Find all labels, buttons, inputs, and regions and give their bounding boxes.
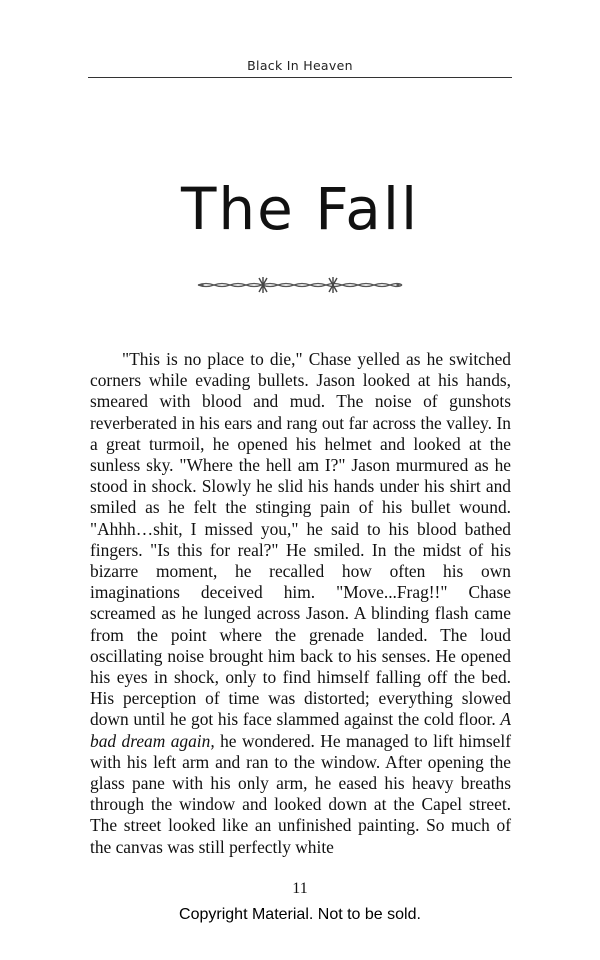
copyright-notice: Copyright Material. Not to be sold. <box>179 906 421 923</box>
chapter-body <box>90 349 511 858</box>
chapter-title: The Fall <box>180 175 420 243</box>
page-number: 11 <box>292 880 308 897</box>
running-header: Black In Heaven <box>247 58 353 73</box>
body-text-part-2: he wondered. He managed to lift himself with his left arm and ran to the window. After opening the glass pane with his only arm, he eased his heavy breaths through the window and looked down at the Capel street. The street looked like an unfinished painting. So much of the canvas was still perfectly white <box>90 730 511 857</box>
body-paragraph <box>90 349 511 858</box>
body-text-part-1: "This is no place to die," Chase yelled as he switched corners while evading bullets. Jason looked at his hands, smeared with blood and mud. The noise of gunshots reverberated in his ears and rang out far across the valley. In a great turmoil, he opened his helmet and looked at the sunless sky. "Where the hell am I?" Jason murmured as he stood in shock. Slowly he slid his hands under his shirt and smiled as he felt the stinging pain of his bullet wound. "Ahhh…shit, I missed you," he said to his blood bathed fingers. "Is this for real?" He smiled. In the midst of his bizarre moment, he recalled how often his own imaginations deceived him. "Move...Frag!!" Chase screamed as he lunged across Jason. A blinding flash came from the point where the grenade landed. The loud oscillating noise brought him back to his senses. He opened his eyes in shock, only to find himself falling off the bed. His perception of time was distorted; everything slowed down until he got his face slammed against the cold floor. <box>90 349 511 730</box>
header-divider <box>88 77 512 78</box>
body-italic-text: A bad dream again, <box>90 709 511 751</box>
barbed-wire-icon <box>196 275 404 295</box>
